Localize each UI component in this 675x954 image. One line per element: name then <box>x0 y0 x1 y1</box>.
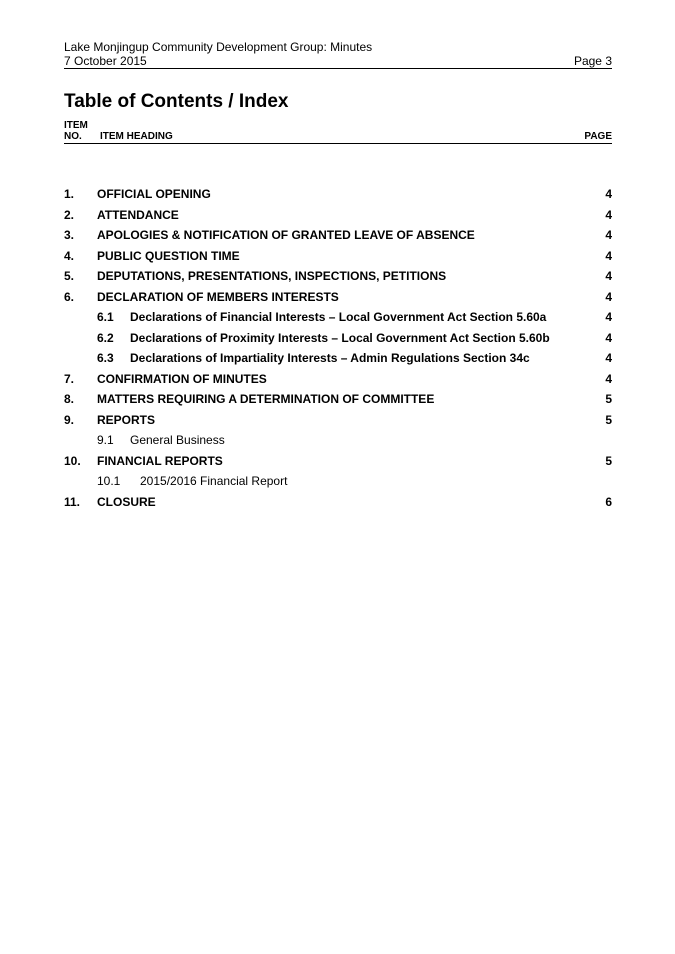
toc-entry-page: 5 <box>605 392 612 406</box>
toc-entry-page: 6 <box>605 494 612 509</box>
toc-subentry-page: 4 <box>605 310 612 324</box>
column-header-divider <box>64 143 612 144</box>
toc-entry-page: 4 <box>605 228 612 242</box>
toc-entry-number: 3. <box>64 228 75 242</box>
toc-entry-number: 2. <box>64 207 75 222</box>
toc-subentry-heading: General Business <box>130 433 225 447</box>
toc-subentry-heading: Declarations of Proximity Interests – Local Government Act Section 5.60b <box>130 330 550 345</box>
toc-subentry-heading: 2015/2016 Financial Report <box>140 474 288 488</box>
toc-entry-number: 8. <box>64 392 75 406</box>
header-row-1 <box>64 40 612 54</box>
toc-subentry <box>64 430 612 451</box>
toc-entry-page: 4 <box>605 248 612 263</box>
toc-entry-page: 4 <box>605 187 612 201</box>
toc-entry-heading: PUBLIC QUESTION TIME <box>97 248 240 263</box>
toc-entry-heading: ATTENDANCE <box>97 207 179 222</box>
toc-entry-heading: FINANCIAL REPORTS <box>97 453 223 468</box>
toc-entry-heading: DECLARATION OF MEMBERS INTERESTS <box>97 289 339 304</box>
toc-subentry <box>64 348 612 369</box>
toc-subentry-number: 10.1 <box>97 474 121 488</box>
toc-entry-heading: CLOSURE <box>97 494 156 509</box>
toc-entry-number: 1. <box>64 187 75 201</box>
toc-entry-number: 5. <box>64 269 75 283</box>
item-no-header <box>64 120 88 142</box>
toc-entry <box>64 184 612 205</box>
toc-entry-heading: MATTERS REQUIRING A DETERMINATION OF COMMITTEE <box>97 392 435 406</box>
page-header-label: PAGE <box>584 131 612 142</box>
toc-entry-page: 4 <box>605 207 612 222</box>
toc-entry-number: 6. <box>64 289 75 304</box>
toc-entry-number: 11. <box>64 494 81 509</box>
toc-entry <box>64 205 612 226</box>
toc-entry <box>64 369 612 390</box>
toc-entry-page: 5 <box>605 453 612 468</box>
toc-entry <box>64 389 612 410</box>
toc-entry-number: 4. <box>64 248 75 263</box>
table-of-contents <box>64 184 612 512</box>
toc-entry-heading: REPORTS <box>97 412 156 427</box>
page-header <box>64 40 612 68</box>
toc-entry <box>64 492 612 513</box>
toc-subentry-page: 4 <box>605 330 612 345</box>
toc-entry-number: 9. <box>64 412 75 427</box>
toc-entry-page: 4 <box>605 371 612 386</box>
toc-subentry-heading: Declarations of Impartiality Interests – Admin Regulations Section 34c <box>130 351 530 365</box>
toc-entry-page: 4 <box>605 289 612 304</box>
toc-entry-page: 4 <box>605 269 612 283</box>
toc-entry <box>64 266 612 287</box>
toc-entry-page: 5 <box>605 412 612 427</box>
toc-subentry-number: 6.2 <box>97 330 114 345</box>
header-row-2 <box>64 54 612 68</box>
toc-entry <box>64 451 612 472</box>
toc-subentry-number: 6.3 <box>97 351 114 365</box>
toc-entry-heading: APOLOGIES & NOTIFICATION OF GRANTED LEAVE OF ABSENCE <box>97 228 475 242</box>
item-heading-header: ITEM HEADING <box>100 131 173 142</box>
header-divider <box>64 68 612 69</box>
toc-entry-number: 7. <box>64 371 75 386</box>
page-title: Table of Contents / Index <box>64 91 289 112</box>
meeting-date: 7 October 2015 <box>64 54 147 68</box>
toc-entry <box>64 225 612 246</box>
toc-entry-heading: CONFIRMATION OF MINUTES <box>97 371 267 386</box>
toc-entry <box>64 410 612 431</box>
item-no-header-line1: ITEM <box>64 120 88 131</box>
toc-subentry-page: 4 <box>605 351 612 365</box>
toc-entry <box>64 246 612 267</box>
document-group-title: Lake Monjingup Community Development Group: Minutes <box>64 40 373 54</box>
toc-subentry <box>64 307 612 328</box>
toc-entry-heading: OFFICIAL OPENING <box>97 187 211 201</box>
toc-subentry <box>64 328 612 349</box>
page-number: Page 3 <box>573 54 612 68</box>
item-no-header-line2: NO. <box>64 131 82 142</box>
toc-subentry-number: 9.1 <box>97 433 114 447</box>
toc-entry-heading: DEPUTATIONS, PRESENTATIONS, INSPECTIONS, PETITIONS <box>97 269 447 283</box>
toc-subentry-number: 6.1 <box>97 310 114 324</box>
toc-subentry-heading: Declarations of Financial Interests – Local Government Act Section 5.60a <box>130 310 547 324</box>
toc-entry-number: 10. <box>64 453 81 468</box>
toc-subentry <box>64 471 612 492</box>
toc-entry <box>64 287 612 308</box>
